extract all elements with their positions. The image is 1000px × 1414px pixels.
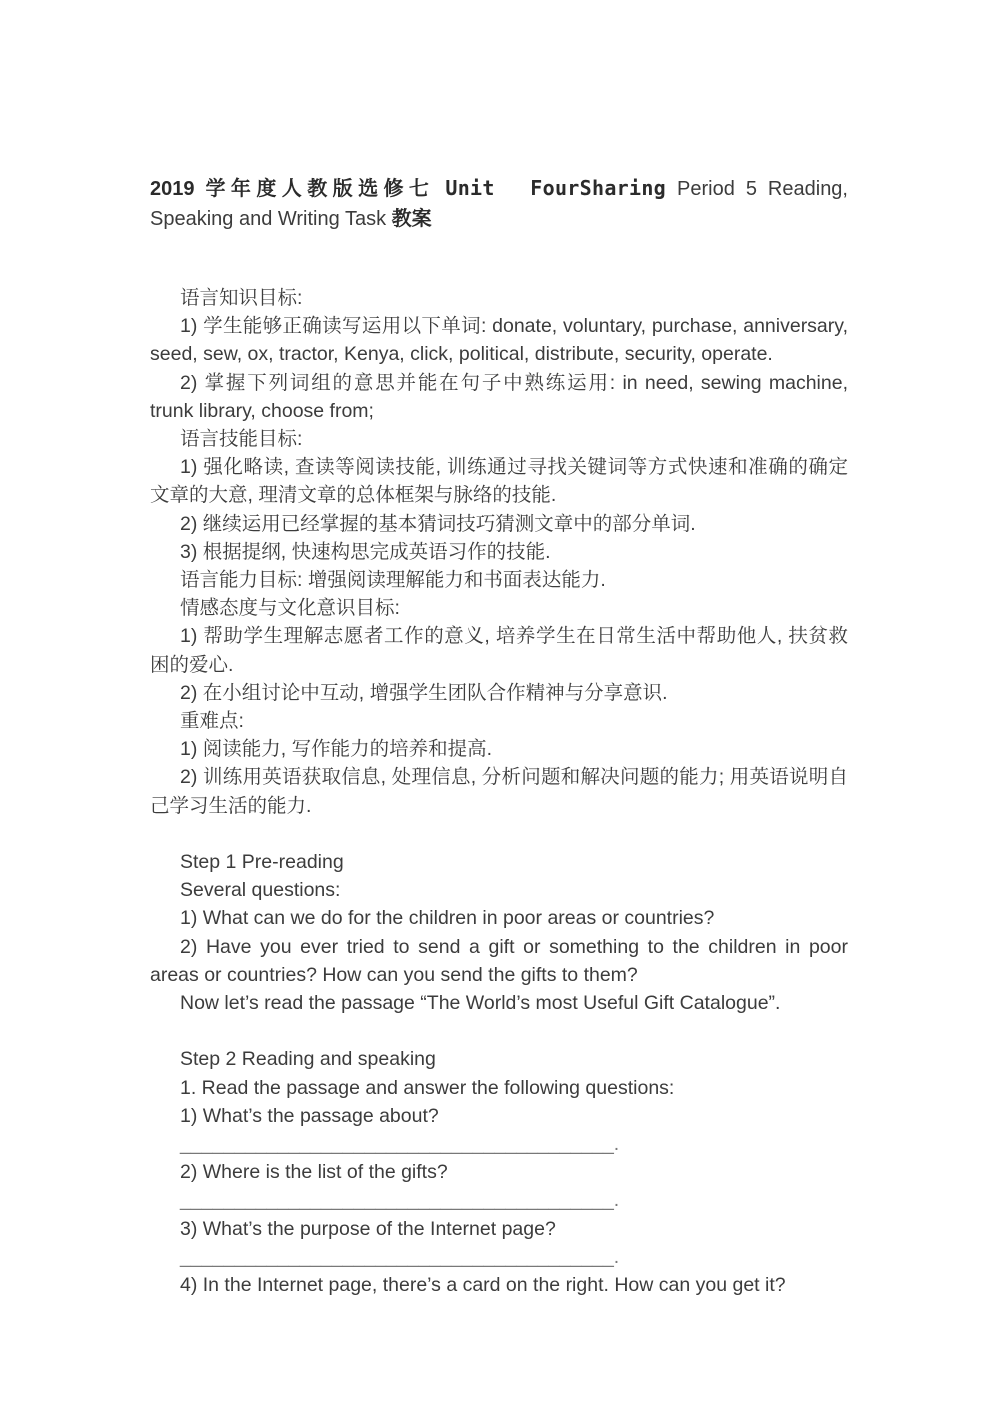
para-step1-heading: Step 1 Pre-reading — [180, 851, 344, 874]
para-key-points-heading: 重难点: — [180, 710, 244, 733]
para-step1-question-1: 1) What can we do for the children in poor areas or countries? — [180, 907, 715, 930]
title-period-name: Period 5 Reading, Speaking and Writing Task — [150, 178, 848, 230]
answer-blank-line-2: ________________________________________. — [180, 1189, 620, 1212]
para-step1-questions-label: Several questions: — [180, 879, 341, 902]
document-title — [150, 173, 848, 234]
para-words-goal: 1) 学生能够正确读写运用以下单词: donate, voluntary, purchase, anniversary, seed, sew, ox, tractor, Kenya, click, political, distribute, security, operate. — [150, 315, 848, 366]
title-unit-name: Unit FourSharing — [445, 176, 667, 200]
para-affective-goal-heading: 情感态度与文化意识目标: — [180, 597, 400, 620]
para-skill-goal-1: 1) 强化略读, 查读等阅读技能, 训练通过寻找关键词等方式快速和准确的确定文章的大意, 理清文章的总体框架与脉络的技能. — [150, 456, 848, 507]
para-step2-question-4: 4) In the Internet page, there’s a card on the right. How can you get it? — [180, 1274, 786, 1297]
title-course-name: 2019 学年度人教版选修七 — [150, 178, 446, 200]
para-skill-goal-2: 2) 继续运用已经掌握的基本猜词技巧猜测文章中的部分单词. — [180, 512, 696, 535]
para-step2-question-1: 1) What’s the passage about? — [180, 1104, 439, 1127]
para-skill-goal-3: 3) 根据提纲, 快速构思完成英语习作的技能. — [180, 540, 551, 563]
para-key-point-2: 2) 训练用英语获取信息, 处理信息, 分析问题和解决问题的能力; 用英语说明自己学习生活的能力. — [150, 766, 848, 817]
para-step1-question-2: 2) Have you ever tried to send a gift or something to the children in poor areas or countries? How can you send the gifts to them? — [150, 935, 848, 986]
para-affective-goal-1: 1) 帮助学生理解志愿者工作的意义, 培养学生在日常生活中帮助他人, 扶贫救困的爱心. — [150, 625, 848, 676]
para-phrases-goal: 2) 掌握下列词组的意思并能在句子中熟练运用: in need, sewing machine, trunk library, choose from; — [150, 371, 848, 422]
para-affective-goal-2: 2) 在小组讨论中互动, 增强学生团队合作精神与分享意识. — [180, 681, 668, 704]
blank-line — [150, 820, 848, 848]
para-step1-lead-in: Now let’s read the passage “The World’s most Useful Gift Catalogue”. — [180, 992, 781, 1015]
answer-blank-line-1: ________________________________________. — [180, 1133, 620, 1156]
title-lesson-plan-suffix: 教案 — [391, 208, 432, 230]
para-knowledge-goal-heading: 语言知识目标: — [180, 287, 303, 309]
answer-blank-line-3: ________________________________________. — [180, 1245, 620, 1268]
para-step2-task: 1. Read the passage and answer the following questions: — [180, 1076, 675, 1099]
para-step2-heading: Step 2 Reading and speaking — [180, 1048, 436, 1071]
para-ability-goal: 语言能力目标: 增强阅读理解能力和书面表达能力. — [180, 569, 606, 592]
para-step2-question-3: 3) What’s the purpose of the Internet page? — [180, 1217, 556, 1240]
blank-line — [150, 1017, 848, 1045]
para-key-point-1: 1) 阅读能力, 写作能力的培养和提高. — [180, 738, 493, 761]
para-step2-question-2: 2) Where is the list of the gifts? — [180, 1161, 448, 1184]
para-skill-goal-heading: 语言技能目标: — [180, 428, 303, 451]
